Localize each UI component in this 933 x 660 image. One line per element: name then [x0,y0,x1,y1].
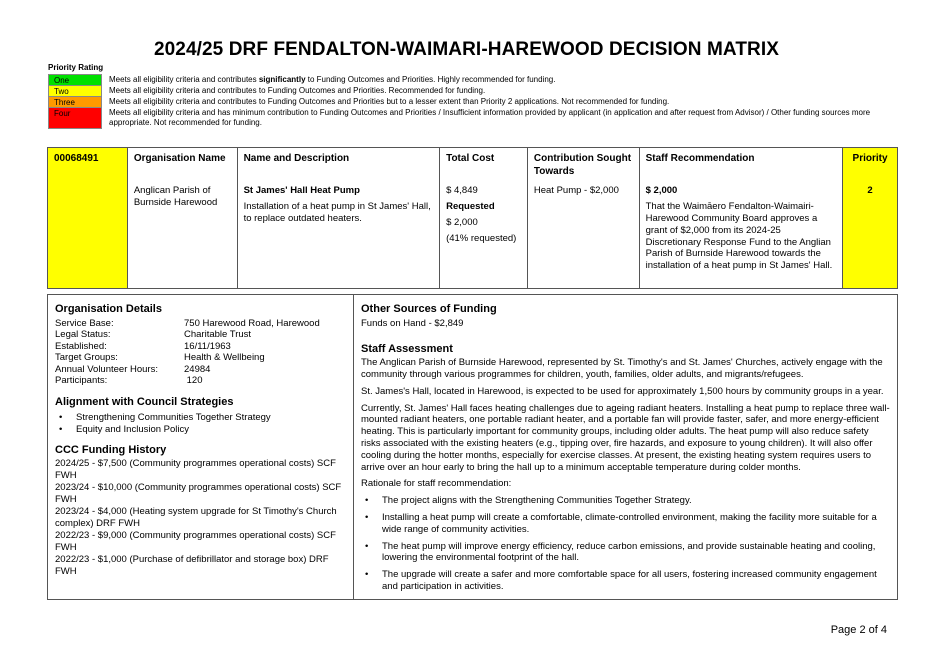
priority-level-row [48,74,878,85]
org-detail-key: Participants: [55,375,108,387]
org-details-list [55,318,346,387]
org-name: Anglican Parish of Burnside Harewood [133,185,218,208]
assessment-panel [354,295,897,599]
project-name: St James' Hall Heat Pump [243,185,360,196]
contribution-heading: Contribution Sought Towards [533,153,632,177]
org-detail-key: Established: [55,340,107,352]
page-number: Page 2 of 4 [830,624,887,636]
priority-level-emphasis: significantly [258,75,306,84]
priority-level-swatch: Four [48,107,102,129]
org-detail-row [55,352,346,364]
name-description-heading: Name and Description [243,153,350,164]
priority-level-swatch: One [48,74,102,85]
requested-amount: $ 2,000 [446,216,478,228]
priority-heading: Priority [852,153,888,164]
project-description: Installation of a heat pump in St James' Hall, to replace outdated heaters. [243,200,431,224]
priority-level-row [48,85,878,96]
contribution-value: Heat Pump - $2,000 [533,185,619,196]
org-detail-row [55,341,346,353]
org-detail-key: Annual Volunteer Hours: [55,363,158,375]
org-detail-row [55,318,346,330]
requested-percent: (41% requested) [446,232,517,244]
staff-assessment-paragraphs [361,357,890,490]
staff-recommendation-amount: $ 2,000 [645,185,678,196]
name-description-cell [238,148,441,288]
total-cost-cell [440,148,528,288]
org-detail-value: Health & Wellbeing [184,352,265,364]
rationale-item: • Installing a heat pump will create a comfortable, climate-controlled environment, making the facility more suitable for a wide range of community activities. [361,512,890,536]
priority-level-description [102,96,878,107]
application-summary-table [47,147,898,289]
rationale-list [361,495,890,593]
ccc-history-item: 2023/24 - $10,000 (Community programmes operational costs) SCF FWH [55,482,342,506]
priority-level-description [102,107,878,128]
organisation-panel [48,295,354,599]
org-detail-row [55,364,346,376]
ccc-history-item: 2022/23 - $1,000 (Purchase of defibrillator and storage box) DRF FWH [55,554,329,578]
application-details-table [47,294,898,600]
staff-recommendation-cell [640,148,844,288]
page-title: 2024/25 DRF FENDALTON-WAIMARI-HAREWOOD DECISION MATRIX [153,39,780,60]
priority-level-text-end: to Funding Outcomes and Priorities. Highly recommended for funding. [305,75,556,84]
alignment-heading: Alignment with Council Strategies [55,395,234,408]
org-detail-value: 24984 [184,363,211,375]
application-id: 00068491 [54,153,99,164]
org-name-heading: Organisation Name [133,153,226,164]
priority-rating-rows [48,74,878,129]
application-id-cell [48,148,128,288]
priority-rating-legend [48,63,878,129]
contribution-cell [528,148,640,288]
requested-label: Requested [446,200,495,212]
priority-level-row [48,96,878,107]
org-detail-value: 120 [184,375,203,387]
staff-assessment-paragraph: Currently, St. James' Hall faces heating challenges due to ageing radiant heaters. Installing a heat pump to replace three wall-mounted radiant heaters, one portable radiant heater, and a portable fan will provide faster, safer, and more energy-efficient heating. This is particularly important for community groups, including older adults. The heat pump will also reduce safety risks associated with the existing heaters (e.g., tipping over, fire hazards, and exposure to young children). It will also offer cooling during the hotter months, especially for exercise classes. At present, the existing heating system requires users to arrive over an hour early to bring the hall up to a minimum acceptable temperature during colder months. [361,402,890,473]
rationale-item: • The heat pump will improve energy efficiency, reduce carbon emissions, and provide sustainable heating and cooling, lowering the environmental footprint of the hall. [361,541,890,565]
priority-value: 2 [867,185,873,196]
org-detail-value: 750 Harewood Road, Harewood [184,317,320,329]
org-detail-key: Service Base: [55,317,114,329]
priority-level-text: Meets all eligibility criteria and has minimum contribution to Funding Outcomes and Priorities / Insufficient information provided by applicant (in application and after request from Advisor) / Other funding sources more appropriate. Not recommended for funding. [109,108,871,127]
priority-level-description [102,74,878,85]
staff-assessment-paragraph: Rationale for staff recommendation: [361,478,512,490]
other-funding-text: Funds on Hand - $2,849 [361,317,464,329]
priority-level-swatch: Three [48,96,102,107]
total-cost: $ 4,849 [446,185,478,196]
total-cost-heading: Total Cost [446,153,495,164]
org-detail-row [55,329,346,341]
rationale-item: • The upgrade will create a safer and more comfortable space for all users, fostering increased community engagement and participation in activities. [361,569,890,593]
priority-level-description [102,85,878,96]
ccc-history-item: 2022/23 - $9,000 (Community programmes operational costs) SCF FWH [55,530,336,554]
staff-recommendation-heading: Staff Recommendation [645,153,755,164]
staff-assessment-heading: Staff Assessment [361,342,453,355]
priority-rating-heading: Priority Rating [48,63,104,72]
rationale-item: • The project aligns with the Strengthening Communities Together Strategy. [361,495,890,507]
org-detail-key: Legal Status: [55,329,111,341]
priority-level-swatch: Two [48,85,102,96]
priority-cell [843,148,897,288]
priority-level-text: Meets all eligibility criteria and contributes [109,75,259,84]
priority-level-text: Meets all eligibility criteria and contributes to Funding Outcomes and Priorities. Recommended for funding. [109,86,486,95]
staff-assessment-paragraph: The Anglican Parish of Burnside Harewood, represented by St. Timothy's and St. James' Churches, actively engage with the community through various programmes for children, youth, families, older adults, and migrants/refugees. [361,357,883,381]
ccc-history-heading: CCC Funding History [55,443,167,456]
priority-level-row [48,107,878,129]
ccc-history-list [55,458,346,578]
org-details-heading: Organisation Details [55,303,162,315]
ccc-history-item: 2024/25 - $7,500 (Community programmes operational costs) SCF FWH [55,458,336,482]
alignment-item: • Equity and Inclusion Policy [55,424,346,436]
org-detail-row [55,375,346,387]
other-funding-heading: Other Sources of Funding [361,303,497,315]
staff-recommendation-text: That the Waimāero Fendalton-Waimairi-Harewood Community Board approves a grant of $2,000 from its 2024-25 Discretionary Response Fund to the Anglian Parish of Burnside Harewood towards the installation of a heat pump in St James' Hall. [645,200,833,272]
org-detail-key: Target Groups: [55,352,118,364]
org-name-cell [128,148,238,288]
alignment-item: • Strengthening Communities Together Strategy [55,412,346,424]
ccc-history-item: 2023/24 - $4,000 (Heating system upgrade for St Timothy's Church complex) DRF FWH [55,506,337,530]
staff-assessment-paragraph: St. James's Hall, located in Harewood, is expected to be used for approximately 1,500 hours by community groups in a year. [361,385,884,397]
org-detail-value: 16/11/1963 [184,340,231,352]
alignment-list [55,412,346,436]
priority-level-text: Meets all eligibility criteria and contributes to Funding Outcomes and Priorities but to a lesser extent than Priority 2 applications. Not recommended for funding. [109,97,670,106]
org-detail-value: Charitable Trust [184,329,252,341]
